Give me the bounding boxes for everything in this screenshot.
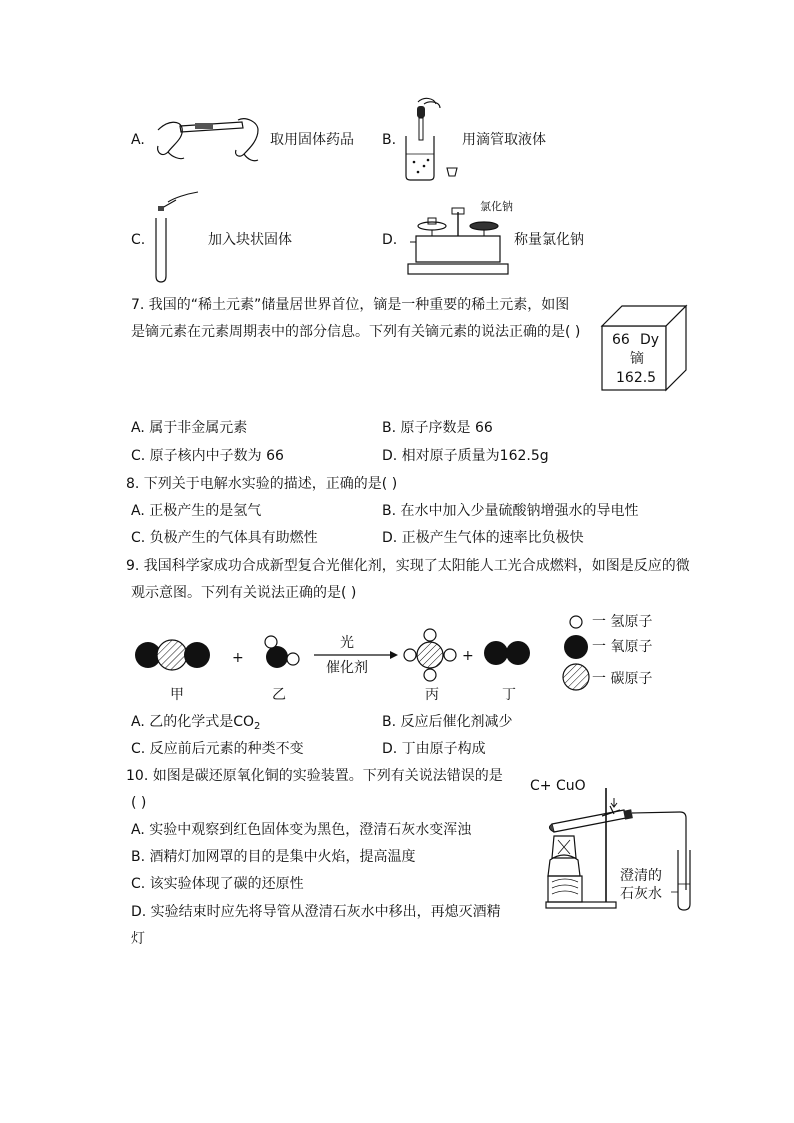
q7-option-d: D. 相对原子质量为162.5g (382, 448, 549, 464)
q9-name-yi: 乙 (272, 687, 286, 703)
test-tube-block-illustration (150, 192, 206, 284)
q7-option-a: A. 属于非金属元素 (131, 420, 248, 436)
q6-option-b-text: 用滴管取液体 (462, 132, 546, 148)
q6-sodium-chloride-label: 氯化钠 (480, 200, 513, 213)
q8-option-c: C. 负极产生的气体具有助燃性 (131, 530, 318, 546)
bing-hydrogen-bottom (424, 669, 436, 681)
legend-hydrogen: 一 氢原子 (592, 614, 653, 630)
q7-option-c: C. 原子核内中子数为 66 (131, 448, 284, 464)
q9-condition-catalyst: 催化剂 (326, 660, 368, 676)
bing-hydrogen-left (404, 649, 416, 661)
bing-hydrogen-right (444, 649, 456, 661)
apparatus-label-limewater-1: 澄清的 (620, 868, 662, 884)
q10-option-a: A. 实验中观察到红色固体变为黑色，澄清石灰水变浑浊 (131, 822, 472, 838)
q6-option-c-letter: C. (131, 232, 146, 248)
yi-oxygen (266, 646, 288, 668)
q10-option-b: B. 酒精灯加网罩的目的是集中火焰，提高温度 (131, 849, 416, 865)
element-name: 镝 (630, 351, 644, 367)
q9-option-c: C. 反应前后元素的种类不变 (131, 741, 304, 757)
q9-option-a: A. 乙的化学式是$CO_2$ (131, 714, 261, 732)
jia-carbon (157, 640, 187, 670)
q10-stem-line1: 10. 如图是碳还原氧化铜的实验装置。下列有关说法错误的是 (126, 768, 503, 784)
q8-option-b: B. 在水中加入少量硫酸钠增强水的导电性 (382, 503, 639, 519)
q8-option-a: A. 正极产生的是氢气 (131, 503, 262, 519)
element-atomic-mass: 162.5 (616, 370, 657, 386)
q9-plus-1: + (232, 650, 244, 666)
q6-option-a-text: 取用固体药品 (270, 132, 354, 148)
ding-oxygen-right (506, 641, 530, 665)
q9-plus-2: + (462, 648, 474, 664)
q7-option-b: B. 原子序数是 66 (382, 420, 493, 436)
q7-stem-line1: 7. 我国的“稀土元素”储量居世界首位，镝是一种重要的稀土元素，如图 (131, 297, 570, 313)
dropper-beaker-illustration (400, 96, 462, 184)
bing-hydrogen-top (424, 629, 436, 641)
q6-option-d-text: 称量氯化钠 (514, 232, 584, 248)
legend-carbon: 一 碳原子 (592, 671, 653, 687)
q9-option-b: B. 反应后催化剂减少 (382, 714, 513, 730)
q8-option-d: D. 正极产生气体的速率比负极快 (382, 530, 584, 546)
q6-option-c-text: 加入块状固体 (208, 232, 292, 248)
q6-option-b-letter: B. (382, 132, 397, 148)
jia-oxygen-right (184, 642, 210, 668)
q9-stem-line1: 9. 我国科学家成功合成新型复合光催化剂，实现了太阳能人工光合成燃料，如图是反应的微 (126, 558, 690, 574)
q10-option-d-line1: D. 实验结束时应先将导管从澄清石灰水中移出，再熄灭酒精 (131, 904, 501, 920)
q8-stem: 8. 下列关于电解水实验的描述，正确的是( ) (126, 476, 398, 492)
apparatus-label-limewater-2: 石灰水 (620, 886, 662, 902)
q6-option-d-letter: D. (382, 232, 398, 248)
apparatus-label-reactants: C+ CuO (530, 778, 586, 794)
element-symbol: Dy (640, 332, 660, 348)
ding-oxygen-left (484, 641, 508, 665)
q10-option-d-line2: 灯 (131, 931, 145, 947)
bing-carbon (417, 642, 443, 668)
yi-hydrogen-right (287, 653, 299, 665)
q9-name-bing: 丙 (425, 687, 439, 703)
reaction-arrow-head (390, 651, 398, 659)
legend-oxygen: 一 氧原子 (592, 639, 653, 655)
q10-stem-line2: ( ) (131, 795, 147, 811)
q7-stem-line2: 是镝元素在元素周期表中的部分信息。下列有关镝元素的说法正确的是( ) (131, 324, 581, 340)
yi-hydrogen-top (265, 636, 277, 648)
element-atomic-number: 66 (612, 332, 630, 348)
q9-option-d: D. 丁由原子构成 (382, 741, 486, 757)
q9-stem-line2: 观示意图。下列有关说法正确的是( ) (131, 585, 357, 601)
tweezers-solid-illustration (150, 112, 265, 167)
q9-condition-light: 光 (340, 635, 354, 651)
q10-option-c: C. 该实验体现了碳的还原性 (131, 876, 304, 892)
q9-name-jia: 甲 (170, 687, 184, 703)
q9-name-ding: 丁 (502, 687, 516, 703)
q6-option-a-letter: A. (131, 132, 145, 148)
